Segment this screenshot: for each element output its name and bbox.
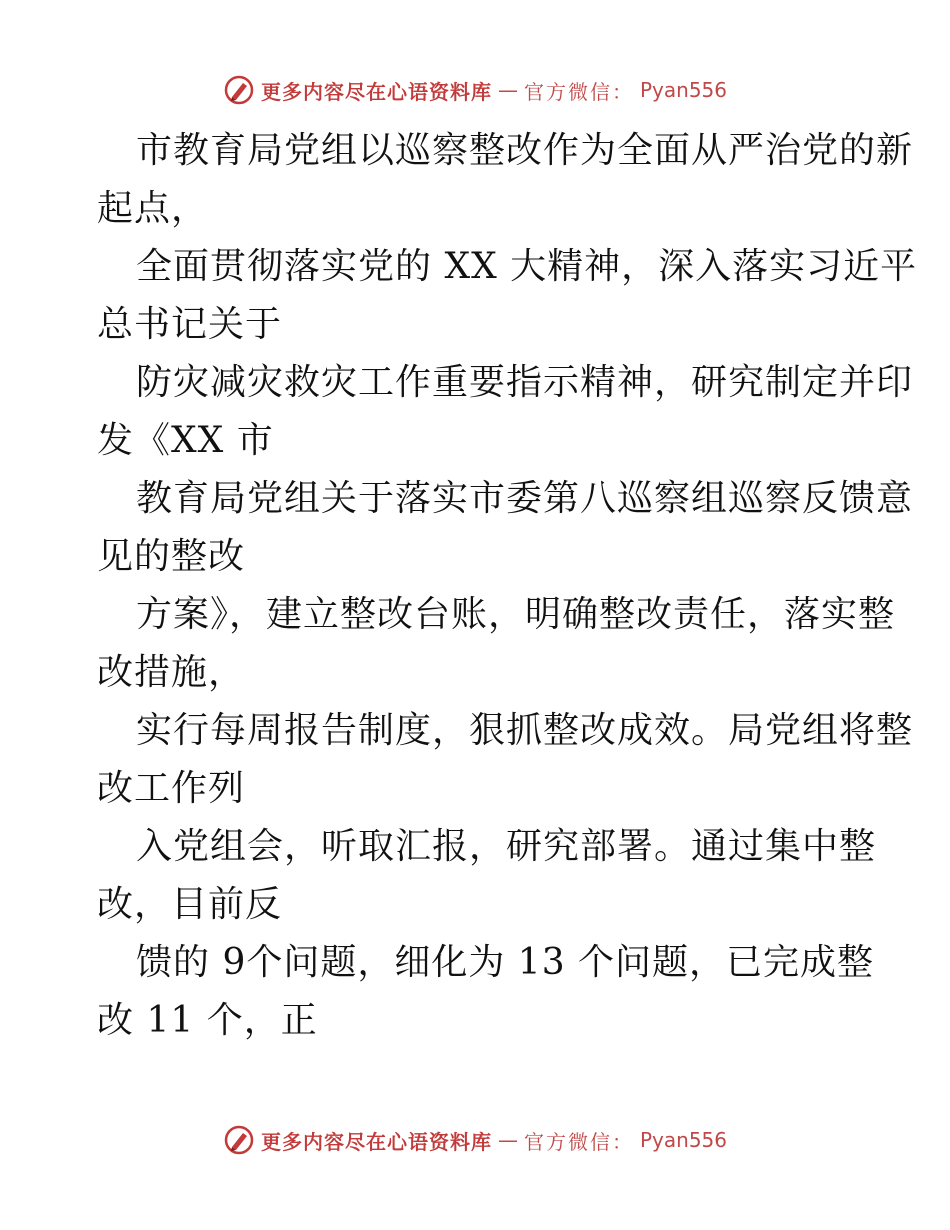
document-body <box>97 122 918 1050</box>
paragraph <box>97 586 896 702</box>
watermark-official-label: 官方微信： <box>523 1129 634 1154</box>
paragraph-line: 防灾减灾救灾工作重要指示精神，研究制定并印 <box>136 362 914 403</box>
paragraph <box>97 238 918 354</box>
paragraph-line: 馈的 9个问题，细化为 13 个问题，已完成整 <box>136 942 875 983</box>
paragraph-line: 见的整改 <box>97 536 246 577</box>
paragraph-line: 总书记关于 <box>97 304 283 345</box>
paragraph-line: 方案》，建立整改台账，明确整改责任，落实整 <box>136 594 896 635</box>
paragraph <box>97 354 914 470</box>
watermark-wechat-id: Pyan556 <box>639 78 727 102</box>
paragraph <box>97 818 877 934</box>
paragraph <box>97 934 875 1050</box>
paragraph-line: 改 11 个，正 <box>97 1000 318 1041</box>
watermark-dash: — <box>497 78 518 102</box>
watermark-brand: 更多内容尽在心语资料库 <box>260 79 492 104</box>
watermark-wechat-id: Pyan556 <box>639 1128 727 1152</box>
header-watermark <box>0 70 950 110</box>
paragraph-line: 市教育局党组以巡察整改作为全面从严治党的新 <box>136 130 914 171</box>
watermark-dash: — <box>497 1128 518 1152</box>
paragraph-line: 改工作列 <box>97 768 246 809</box>
paragraph-line: 起点， <box>97 188 209 229</box>
paragraph-line: 实行每周报告制度，狠抓整改成效。局党组将整 <box>136 710 914 751</box>
paragraph-line: 入党组会，听取汇报，研究部署。通过集中整 <box>136 826 877 867</box>
paragraph-line: 发《XX 市 <box>97 420 274 461</box>
pen-logo-icon <box>223 74 255 106</box>
paragraph <box>97 470 914 586</box>
pen-logo-icon <box>223 1124 255 1156</box>
paragraph <box>97 702 914 818</box>
paragraph-line: 全面贯彻落实党的 XX 大精神，深入落实习近平 <box>136 246 918 287</box>
watermark-official-label: 官方微信： <box>523 79 634 104</box>
footer-watermark <box>0 1120 950 1160</box>
paragraph-line: 改措施， <box>97 652 246 693</box>
paragraph-line: 教育局党组关于落实市委第八巡察组巡察反馈意 <box>136 478 914 519</box>
paragraph <box>97 122 914 238</box>
watermark-brand: 更多内容尽在心语资料库 <box>260 1129 492 1154</box>
paragraph-line: 改，目前反 <box>97 884 283 925</box>
